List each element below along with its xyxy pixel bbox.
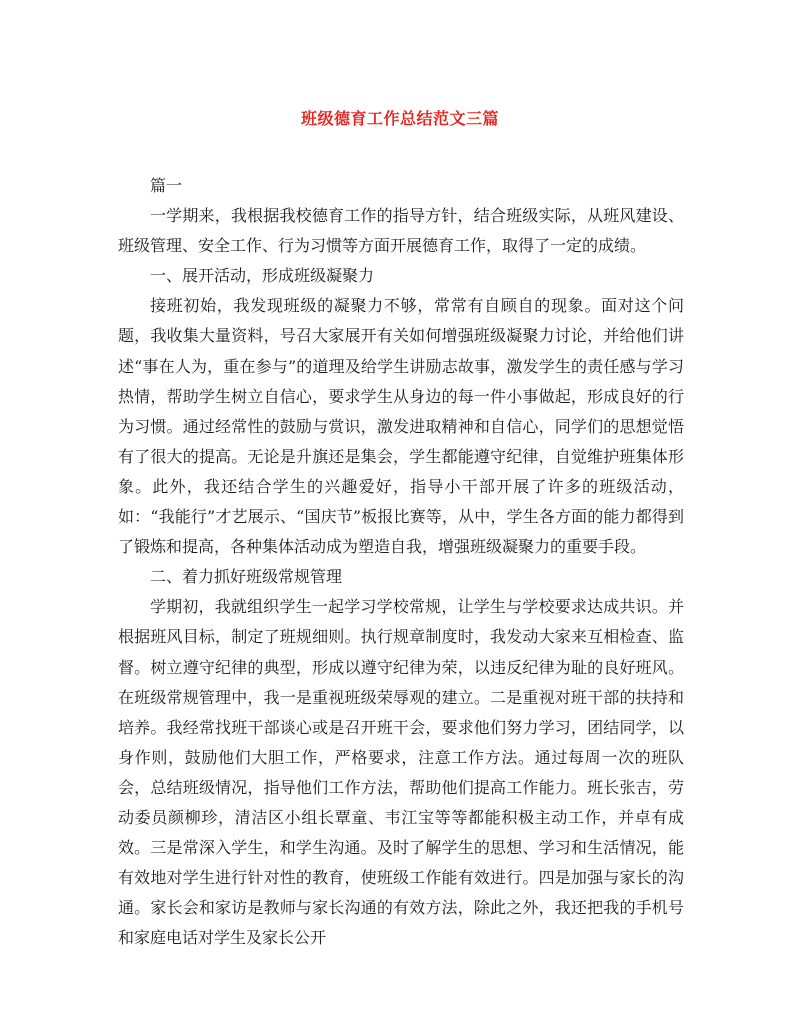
- paragraph-management: 学期初，我就组织学生一起学习学校常规，让学生与学校要求达成共识。并根据班风目标，制定了班规细则。执行规章制度时，我发动大家来互相检查、监督。树立遵守纪律的典型，形成以遵守纪律为荣，以违反纪律为耻的良好班风。在班级常规管理中，我一是重视班级荣辱观的建立。二是重视对班干部的扶持和培养。我经常找班干部谈心或是召开班干会，要求他们努力学习，团结同学，以身作则，鼓励他们大胆工作，严格要求，注意工作方法。通过每周一次的班队会，总结班级情况，指导他们工作方法，帮助他们提高工作能力。班长张吉，劳动委员颜柳珍，清洁区小组长覃童、韦江宝等等都能积极主动工作，并卓有成效。三是常深入学生，和学生沟通。及时了解学生的思想、学习和生活情况，能有效地对学生进行针对性的教育，使班级工作能有效进行。四是加强与家长的沟通。家长会和家访是教师与家长沟通的有效方法，除此之外，我还把我的手机号和家庭电话对学生及家长公开: [118, 597, 684, 948]
- section-heading-2: 二、着力抓好班级常规管理: [150, 567, 343, 587]
- section-label: 篇一: [150, 176, 183, 195]
- document-body: [118, 171, 684, 953]
- paragraph-cohesion: 接班初始，我发现班级的凝聚力不够，常常有自顾自的现象。面对这个问题，我收集大量资料，号召大家展开有关如何增强班级凝聚力讨论，并给他们讲述“事在人为，重在参与”的道理及给学生讲励志故事，激发学生的责任感与学习热情，帮助学生树立自信心，要求学生从身边的每一件小事做起，形成良好的行为习惯。通过经常性的鼓励与赏识，激发进取精神和自信心，同学们的思想觉悟有了很大的提高。无论是升旗还是集会，学生都能遵守纪律，自觉维护班集体形象。此外，我还结合学生的兴趣爱好，指导小干部开展了许多的班级活动，如：“我能行”才艺展示、“国庆节”板报比赛等，从中，学生各方面的能力都得到了锻炼和提高，各种集体活动成为塑造自我，增强班级凝聚力的重要手段。: [118, 296, 684, 557]
- document-title: 班级德育工作总结范文三篇: [300, 109, 499, 128]
- paragraph-intro: 一学期来，我根据我校德育工作的指导方针，结合班级实际，从班风建设、班级管理、安全工作、行为习惯等方面开展德育工作，取得了一定的成绩。: [118, 206, 684, 256]
- section-heading-1: 一、展开活动，形成班级凝聚力: [150, 266, 375, 286]
